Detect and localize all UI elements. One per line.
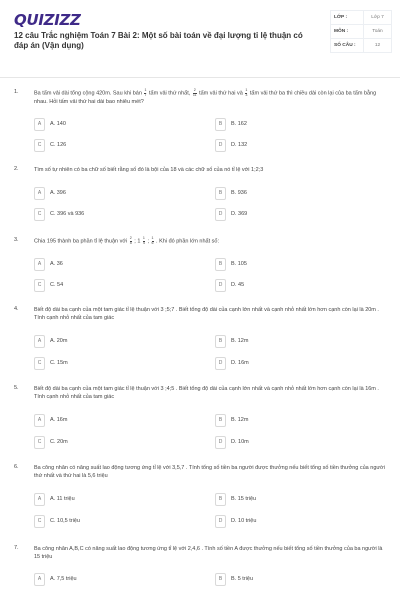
fraction — [245, 89, 247, 97]
option-letter: C — [34, 279, 45, 292]
option-letter: B — [215, 335, 226, 348]
question-text-part: . Khi đó phần lớn nhất số: — [156, 238, 219, 245]
fraction-denominator: 6 — [151, 240, 154, 245]
option-d[interactable] — [215, 515, 365, 529]
meta-count-label: SỐ CÂU : — [334, 43, 356, 48]
option-a[interactable] — [34, 414, 184, 428]
option-text: C. 15m — [50, 360, 68, 366]
question-text-part: tấm vải thứ nhất, — [149, 90, 191, 97]
question-number: 6. — [14, 464, 19, 470]
question-text-part: ; — [147, 238, 149, 245]
option-letter: D — [215, 139, 226, 152]
question-number: 3. — [14, 237, 19, 243]
option-c[interactable] — [34, 515, 184, 529]
option-text: A. 16m — [50, 417, 68, 423]
fraction — [130, 237, 132, 245]
option-b[interactable] — [215, 573, 365, 587]
option-d[interactable] — [215, 279, 365, 293]
option-letter: C — [34, 208, 45, 221]
question-text: Biết độ dài ba cạnh của một tam giác tỉ lệ thuận với 3 ;4;5 . Biết tổng độ dài của cạnh lớn nhất và cạnh nhỏ nhất lớn hơn cạnh còn lại là 16m . Tính cạnh nhỏ nhất của tam giác — [34, 386, 379, 401]
question-text: Ba công nhân A,B,C có năng suất lao động tương ứng tỉ lệ với 2,4,6 . Tính số tiền A được thưởng nếu biết tổng số tiền thưởng của ba người là 15 triệu — [34, 546, 383, 561]
question-text-part: ; 1 — [134, 238, 141, 245]
option-letter: A — [34, 258, 45, 271]
option-d[interactable] — [215, 139, 365, 153]
option-d[interactable] — [215, 208, 365, 222]
question-number: 5. — [14, 385, 19, 391]
fraction-numerator: 1 — [245, 88, 248, 92]
question-text-part: Ba tấm vải dài tổng cộng 420m. Sau khi bán — [34, 90, 142, 97]
option-c[interactable] — [34, 357, 184, 371]
meta-box — [330, 10, 392, 53]
option-c[interactable] — [34, 279, 184, 293]
question-text: Tìm số tự nhiên có ba chữ số biết rằng số đó là bội của 18 và các chữ số của nó tỉ lệ với 1;2;3 — [34, 167, 264, 173]
option-letter: B — [215, 493, 226, 506]
meta-class-value: Lớp 7 — [363, 11, 391, 24]
option-a[interactable] — [34, 258, 184, 272]
option-letter: B — [215, 118, 226, 131]
question-text-part: tấm vải thứ ba thì chiều dài còn lại của ba tấm bằng nhau. Hỏi tấm vải thứ hai dài bao nhiêu mét? — [34, 90, 377, 105]
option-text: A. 11 triệu — [50, 496, 75, 502]
option-c[interactable] — [34, 208, 184, 222]
option-text: B. 162 — [231, 121, 247, 127]
meta-count-value: 12 — [363, 39, 391, 52]
meta-count-row — [331, 39, 391, 52]
option-text: A. 36 — [50, 261, 63, 267]
question-text — [34, 237, 389, 246]
worksheet-title: 12 câu Trắc nghiệm Toán 7 Bài 2: Một số bài toán về đại lượng tỉ lệ thuận có đáp án (Vận dụng) — [14, 31, 303, 50]
option-text: D. 10m — [231, 439, 249, 445]
meta-subject-value: Toán — [363, 25, 391, 38]
question-number: 2. — [14, 166, 19, 172]
fraction-numerator: 1 — [151, 236, 154, 240]
option-a[interactable] — [34, 493, 184, 507]
option-text: C. 126 — [50, 142, 67, 148]
option-text: A. 20m — [50, 338, 68, 344]
meta-class-row — [331, 11, 391, 25]
meta-subject-row — [331, 25, 391, 39]
option-text: B. 5 triệu — [231, 576, 254, 582]
fraction — [143, 237, 145, 245]
option-c[interactable] — [34, 436, 184, 450]
question-text — [34, 89, 389, 106]
meta-subject-label: MÔN : — [334, 29, 349, 34]
question-text-part: Chia 195 thành ba phần tỉ lệ thuận với — [34, 238, 128, 245]
option-b[interactable] — [215, 414, 365, 428]
option-letter: A — [34, 414, 45, 427]
option-d[interactable] — [215, 436, 365, 450]
option-letter: A — [34, 493, 45, 506]
option-text: A. 7,5 triệu — [50, 576, 77, 582]
fraction-numerator: 2 — [129, 236, 132, 240]
option-text: B. 15 triệu — [231, 496, 257, 502]
option-letter: A — [34, 187, 45, 200]
option-text: A. 396 — [50, 190, 66, 196]
fraction-denominator: 11 — [192, 92, 197, 97]
worksheet-header — [0, 0, 400, 72]
option-text: D. 132 — [231, 142, 248, 148]
option-letter: B — [215, 573, 226, 586]
option-a[interactable] — [34, 118, 184, 132]
question-number: 7. — [14, 545, 19, 551]
option-a[interactable] — [34, 573, 184, 587]
option-text: C. 10,5 triệu — [50, 518, 80, 524]
option-text: C. 20m — [50, 439, 68, 445]
option-letter: B — [215, 258, 226, 271]
option-c[interactable] — [34, 139, 184, 153]
option-letter: D — [215, 357, 226, 370]
option-letter: B — [215, 414, 226, 427]
option-letter: A — [34, 118, 45, 131]
option-text: B. 12m — [231, 338, 249, 344]
fraction-numerator: 2 — [193, 88, 196, 92]
option-text: D. 16m — [231, 360, 249, 366]
option-letter: A — [34, 335, 45, 348]
question-text: Ba công nhân có năng suất lao động tương ứng tỉ lệ với 3,5,7 . Tính tổng số tiền ba người được thưởng nếu biết tổng số tiền thưởng của người thứ nhất và thứ hai là 5,6 triệu — [34, 465, 385, 480]
option-b[interactable] — [215, 335, 365, 349]
option-text: B. 12m — [231, 417, 249, 423]
option-a[interactable] — [34, 187, 184, 201]
option-d[interactable] — [215, 357, 365, 371]
header-divider — [0, 77, 400, 78]
fraction-denominator: 4 — [142, 240, 145, 245]
option-letter: B — [215, 187, 226, 200]
question-number: 4. — [14, 306, 19, 312]
meta-class-label: LỚP : — [334, 15, 348, 20]
option-b[interactable] — [215, 187, 365, 201]
option-letter: D — [215, 436, 226, 449]
option-text: D. 45 — [231, 282, 245, 288]
question-text-part: tấm vải thứ hai và — [199, 90, 243, 97]
option-letter: C — [34, 515, 45, 528]
option-letter: C — [34, 357, 45, 370]
option-text: A. 140 — [50, 121, 66, 127]
question-number: 1. — [14, 89, 19, 95]
fraction — [152, 237, 154, 245]
option-letter: A — [34, 573, 45, 586]
fraction — [144, 89, 146, 97]
option-text: B. 105 — [231, 261, 247, 267]
quizizz-logo: QUIZIZZ — [14, 11, 81, 29]
option-a[interactable] — [34, 335, 184, 349]
option-letter: D — [215, 279, 226, 292]
fraction-numerator: 1 — [144, 88, 147, 92]
fraction-denominator: 5 — [129, 240, 132, 245]
option-text: D. 369 — [231, 211, 248, 217]
fraction — [193, 89, 197, 97]
option-b[interactable] — [215, 493, 365, 507]
option-text: C. 54 — [50, 282, 64, 288]
option-b[interactable] — [215, 118, 365, 132]
option-text: C. 396 và 936 — [50, 211, 85, 217]
question-text: Biết độ dài ba cạnh của một tam giác tỉ lệ thuận với 3 ;5;7 . Biết tổng độ dài của cạnh lớn nhất và cạnh nhỏ nhất lớn hơn cạnh còn lại là 20m . Tính cạnh nhỏ nhất của tam giác — [34, 307, 379, 322]
option-b[interactable] — [215, 258, 365, 272]
option-text: D. 10 triệu — [231, 518, 257, 524]
fraction-denominator: 7 — [144, 92, 147, 97]
option-letter: C — [34, 139, 45, 152]
option-letter: C — [34, 436, 45, 449]
option-text: B. 936 — [231, 190, 247, 196]
option-letter: D — [215, 208, 226, 221]
option-letter: D — [215, 515, 226, 528]
fraction-numerator: 1 — [142, 236, 145, 240]
fraction-denominator: 3 — [245, 92, 248, 97]
